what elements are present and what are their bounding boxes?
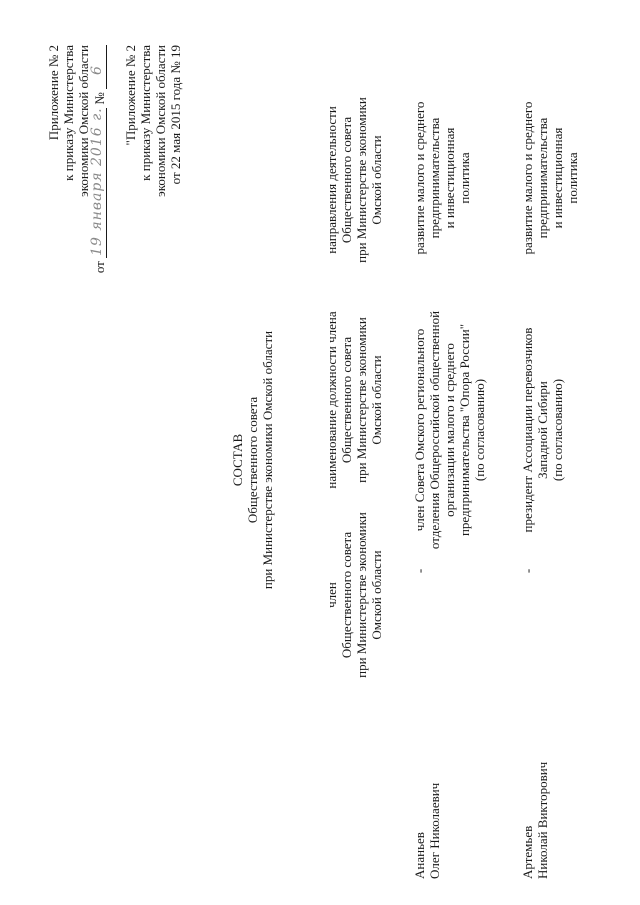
row-dash: - — [520, 568, 535, 574]
previous-line: от 22 мая 2015 года № 19 — [168, 45, 183, 185]
member-surname: Ананьев — [412, 832, 427, 879]
direction-line: политика — [565, 152, 580, 204]
direction-line: предпринимательства — [427, 117, 442, 239]
member-direction — [412, 63, 472, 293]
direction-line: и инвестиционная — [550, 127, 565, 229]
title-line: СОСТАВ — [230, 433, 245, 487]
order-prefix: от — [92, 261, 107, 274]
column-header-line: член — [324, 582, 339, 608]
order-date-line — [91, 45, 107, 295]
appendix-header — [46, 45, 183, 295]
member-given-names: Олег Николаевич — [427, 782, 442, 879]
position-line: президент Ассоциации перевозчиков — [520, 327, 535, 533]
column-header-line: Общественного совета — [339, 336, 354, 464]
previous-line: "Приложение № 2 — [123, 45, 138, 146]
member-surname: Артемьев — [520, 825, 535, 879]
document-title — [230, 300, 275, 620]
column-header-line: наименование должности члена — [324, 311, 339, 489]
column-header-position — [324, 295, 384, 505]
member-given-names: Николай Викторович — [535, 761, 550, 879]
order-date-blank — [91, 108, 107, 258]
previous-appendix-reference — [123, 45, 183, 295]
column-header-line: при Министерстве экономики — [354, 97, 369, 263]
direction-line: развитие малого и среднего — [520, 101, 535, 255]
column-header-line: направления деятельности — [324, 106, 339, 254]
member-name — [520, 669, 550, 879]
position-line: организации малого и среднего — [442, 343, 457, 517]
position-line: предпринимательства "Опора России" — [457, 323, 472, 537]
appendix-line: к приказу Министерства — [61, 45, 76, 181]
row-dash: - — [412, 568, 427, 574]
position-line: (по согласованию) — [472, 378, 487, 482]
title-line: при Министерстве экономики Омской области — [260, 330, 275, 590]
position-line: отделения Общероссийской общественной — [427, 310, 442, 550]
member-position — [412, 305, 487, 555]
column-header-line: Омской области — [369, 355, 384, 445]
appendix-line: экономики Омской области — [76, 45, 91, 197]
direction-line: политика — [457, 152, 472, 204]
appendix-line: Приложение № 2 — [46, 45, 61, 141]
member-position — [520, 305, 565, 555]
handwritten-date: 19 января 2016 г. — [89, 107, 105, 256]
column-header-member — [324, 495, 384, 695]
column-header-line: Омской области — [369, 135, 384, 225]
order-number-blank — [91, 45, 107, 89]
member-name — [412, 669, 442, 879]
direction-line: и инвестиционная — [442, 127, 457, 229]
column-header-direction — [324, 65, 384, 295]
column-header-line: Общественного совета — [339, 531, 354, 659]
column-header-line: при Министерстве экономики — [354, 317, 369, 483]
column-header-line: Общественного совета — [339, 116, 354, 244]
handwritten-number: 6 — [89, 65, 105, 75]
position-line: (по согласованию) — [550, 378, 565, 482]
order-number-label: № — [92, 92, 107, 105]
column-header-line: Омской области — [369, 550, 384, 640]
direction-line: предпринимательства — [535, 117, 550, 239]
position-line: член Совета Омского регионального — [412, 328, 427, 532]
member-direction — [520, 63, 580, 293]
direction-line: развитие малого и среднего — [412, 101, 427, 255]
previous-line: экономики Омской области — [153, 45, 168, 197]
position-line: Западной Сибири — [535, 381, 550, 479]
title-line: Общественного совета — [245, 396, 260, 524]
column-header-line: при Министерстве экономики — [354, 512, 369, 678]
previous-line: к приказу Министерства — [138, 45, 153, 181]
